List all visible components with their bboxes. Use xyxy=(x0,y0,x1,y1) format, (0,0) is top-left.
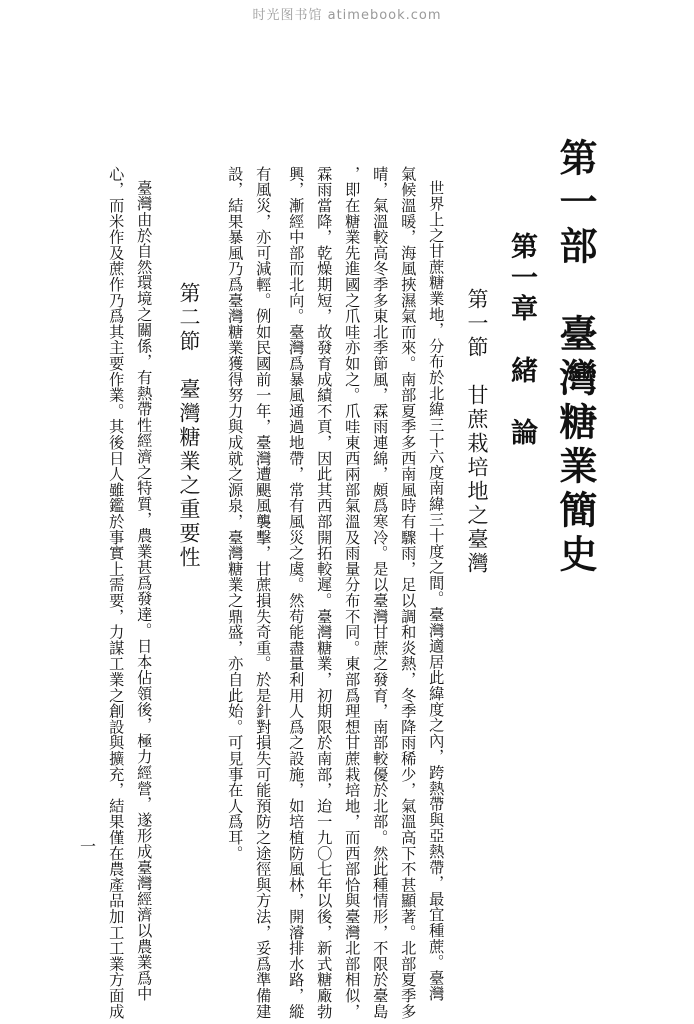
watermark: 时光图书馆 atimebook.com xyxy=(252,8,442,23)
section1-line: ，即在糖業先進國之爪哇亦如之。爪哇東西兩部氣溫及雨量分布不同。東部爲理想甘蔗栽培地，而西部恰與臺灣北部相似， xyxy=(343,166,362,1020)
section1-line: 有風災，亦可減輕。例如民國前一年，臺灣遭颶風襲擊，甘蔗損失奇重。於是針對損失可能預防之途徑與方法，妥爲準備建 xyxy=(254,166,273,1020)
section1-line: 興，漸經中部而北向。臺灣爲暴風通過地帶，常有風災之虞。然苟能盡量利用人爲之設施，如培植防風林，開濬排水路，縱 xyxy=(287,166,306,1020)
section1-line: 設，結果暴風乃爲臺灣糖業獲得努力與成就之源泉，臺灣糖業之鼎盛，亦自此始。可見事在人爲耳。 xyxy=(226,166,245,862)
section2-line: 臺灣由於自然環境之關係，有熱帶性經濟之特質，農業甚爲發達。日本佔領後，極力經營，遂形成臺灣經濟以農業爲中 xyxy=(135,180,154,1002)
section2-line: 心，而米作及蔗作乃爲其主要作業。其後日人雖鑑於事實上需要，力謀工業之創設與擴充，結果僅在農產品加工工業方面成 xyxy=(107,166,126,1020)
section1-title: 第一節 甘蔗栽培地之臺灣 xyxy=(465,288,489,576)
page-number: 一 xyxy=(80,837,97,856)
section2-title: 第二節 臺灣糖業之重要性 xyxy=(177,282,201,570)
section1-line: 世界上之甘蔗糖業地，分布於北緯三十六度南緯三十度之間。臺灣適居此緯度之內，跨熱帶與亞熱帶，最宜種蔗。臺灣 xyxy=(427,180,446,1002)
part-title: 第一部 臺灣糖業簡史 xyxy=(553,138,598,578)
section1-line: 霖雨當降，乾燥期短，故發育成績不頁，因此其西部開拓較遲。臺灣糖業，初期限於南部，迨一九〇七年以後，新式糖廠勃 xyxy=(315,166,334,1020)
section1-line: 晴，氣溫較高冬季多東北季節風，霖雨連綿，頗爲寒冷。是以臺灣甘蔗之發育，南部較優於北部。然此種情形，不限於臺島 xyxy=(371,166,390,1020)
chapter-title: 第一章 緒 論 xyxy=(506,232,537,449)
section1-line: 氣候溫暖，海風挾濕氣而來。南部夏季多西南風時有驟雨，足以調和炎熱，冬季降雨稀少，氣溫高下不甚顯著。北部夏季多 xyxy=(399,166,418,1020)
